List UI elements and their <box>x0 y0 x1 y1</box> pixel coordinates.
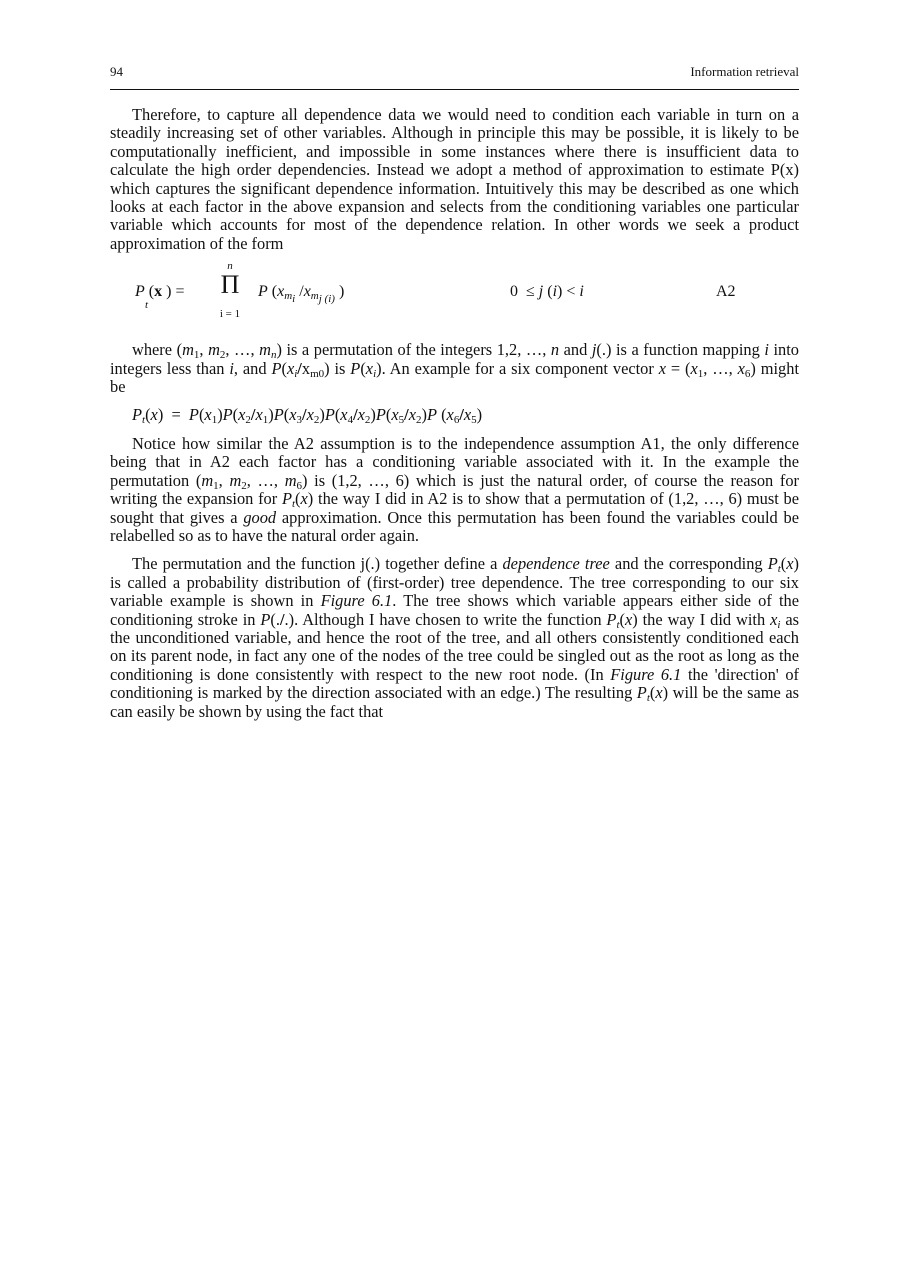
page-header <box>110 64 799 80</box>
equation-condition: 0 ≤ j (i) < i <box>510 283 584 301</box>
equation-lhs-subscript: t <box>145 299 149 312</box>
product-upper-limit: n <box>227 260 233 273</box>
header-rule <box>110 89 799 90</box>
product-operator <box>210 257 250 323</box>
figure-reference: Figure 6.1 <box>320 591 393 611</box>
example-equation: $P_t(x) = P(x_1)P(x_2/x_1)P(x_3/x_2)P(x_4/x_2)P(x_5/x_2)P$ $(x_6/x_5)$ <box>132 405 483 427</box>
paragraph-4: The permutation and the function j(.) together define a dependence tree and the corresponding $P_t(x)$ is called a probability distribution of (first-order) tree dependence. The tree corresponding to our six variable example is shown in Figure 6.1. The tree shows which variable appears either side of the conditioning stroke in P(./.). Although I have chosen to write the function $P_t(x)$ the way I did with $x_i$ as the unconditioned variable, and hence the root of the tree, and all others consistently conditioned each on its parent node, in fact any one of the nodes of the tree could be singled out as the root as long as the conditioning is done consistently with respect to the new root node. (In Figure 6.1 the 'direction' of conditioning is marked by the direction associated with an edge.) The resulting $P_t(x)$ will be the same as can easily be shown by using the fact that <box>110 554 799 721</box>
paragraph-3: Notice how similar the A2 assumption is to the independence assumption A1, the only difference being that in A2 each factor has a conditioning variable associated with it. In the example the permutation ($m_1$, $m_2$, …, $m_6$) is (1,2, …, 6) which is just the natural order, of course the reason for writing the expansion for $P_t(x)$ the way I did in A2 is to show that a permutation of (1,2, …, 6) must be sought that gives a good approximation. Once this permutation has been found the variables could be relabelled so as to have the natural order again. <box>110 433 800 545</box>
equation-term: P ($x_{m_i}$ $/x_{m_{j (i)}}$ ) <box>258 283 345 306</box>
page-number: 94 <box>110 64 123 79</box>
product-lower-limit: i = 1 <box>219 308 241 321</box>
paragraph-2: where ($m_1$, $m_2$, …, $m_n$) is a permutation of the integers 1,2, …, n and j(.) is a function mapping i into integers less than i, and $P(x_i/x_{m0})$ is $P(x_i)$. An example for a six component vector $x = (x_1$, …, $x_6$) might be <box>110 340 799 397</box>
paragraph-1: Therefore, to capture all dependence data we would need to condition each variable in turn on a steadily increasing set of other variables. Although in principle this may be possible, it is likely to be computationally inefficient, and impossible in some instances where there is insufficient data to calculate the high order dependencies. Instead we adopt a method of approximation to estimate P(x) which captures the significant dependence information. Intuitively this may be described as one which looks at each factor in the above expansion and selects from the conditioning variables one particular variable which accounts for most of the dependence relation. In other words we seek a product approximation of the form <box>110 105 799 253</box>
running-title: Information retrieval <box>690 64 799 79</box>
equation-tag: A2 <box>716 283 736 301</box>
equation-a2 <box>110 257 799 341</box>
figure-reference: Figure 6.1 <box>610 664 682 684</box>
document-body <box>110 106 799 721</box>
equation-lhs: P (x ) = <box>135 283 185 301</box>
product-symbol: Π <box>220 270 240 300</box>
